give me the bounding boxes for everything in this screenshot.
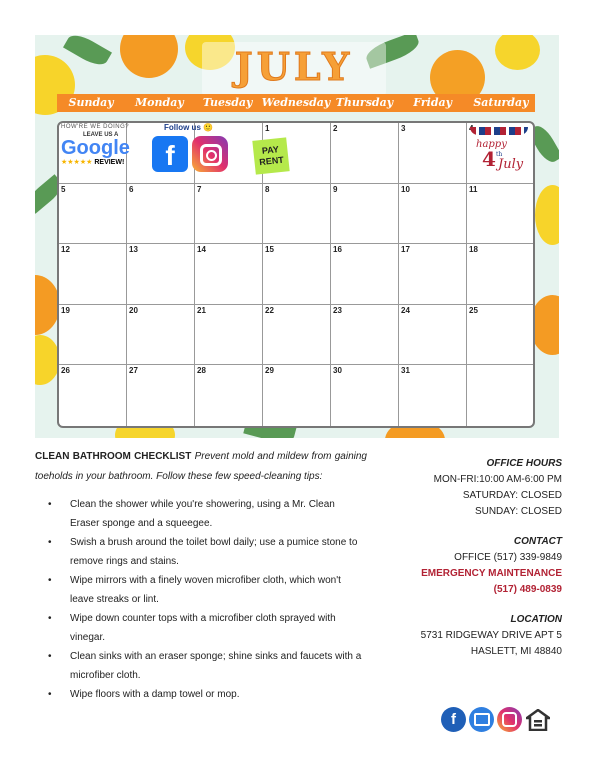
calendar-day-cell	[331, 123, 399, 184]
day-number: 11	[469, 184, 478, 194]
bathroom-checklist	[35, 447, 367, 704]
calendar-day-cell	[331, 365, 399, 426]
weekday-friday: Friday	[413, 96, 453, 109]
day-number: 13	[129, 245, 138, 255]
google-badge-review: REVIEW!	[94, 159, 125, 166]
calendar-day-cell	[331, 305, 399, 366]
checklist-intro-paragraph	[35, 447, 367, 487]
day-number: 18	[469, 245, 478, 255]
calendar-day-cell	[263, 305, 331, 366]
day-number: 17	[401, 245, 410, 255]
hours-saturday: SATURDAY: CLOSED	[462, 490, 562, 501]
weekday-tuesday: Tuesday	[202, 96, 253, 109]
calendar-day-cell	[59, 365, 127, 426]
facebook-icon[interactable]: f	[441, 707, 466, 732]
pay-rent-note: PAY RENT	[252, 137, 289, 174]
follow-us-label: Follow us 🙂	[164, 123, 214, 132]
weekday-sunday: Sunday	[68, 96, 114, 109]
month-title: JULY	[234, 44, 354, 89]
day-number: 30	[333, 366, 342, 376]
calendar-day-cell	[467, 184, 533, 245]
calendar-day-cell	[467, 305, 533, 366]
weekday-saturday: Saturday	[473, 96, 529, 109]
calendar-day-cell	[127, 184, 195, 245]
day-number: 5	[61, 184, 66, 194]
calendar-day-cell	[127, 365, 195, 426]
day-number: 27	[129, 366, 138, 376]
weekday-thursday: Thursday	[335, 96, 394, 109]
day-number: 31	[401, 366, 410, 376]
day-number: 20	[129, 305, 138, 315]
day-number: 9	[333, 184, 338, 194]
office-hours-heading: OFFICE HOURS	[486, 458, 562, 469]
google-badge-line1: HOW'RE WE DOING?	[61, 124, 130, 130]
day-number: 10	[401, 184, 410, 194]
lemon-decoration	[495, 35, 540, 70]
hours-weekday: MON-FRI:10:00 AM-6:00 PM	[433, 474, 562, 485]
list-item: • Wipe mirrors with a finely woven microfiber cloth, which won't leave streaks or lint.	[35, 571, 367, 609]
address-line1: 5731 RIDGEWAY DRIVE APT 5	[420, 630, 562, 641]
day-number: 19	[61, 305, 70, 315]
happy-4th-of-july-graphic	[468, 125, 530, 179]
day-number: 3	[401, 124, 406, 133]
location-heading: LOCATION	[510, 614, 562, 625]
july4-th: th	[496, 151, 503, 158]
day-number: 8	[265, 184, 270, 194]
address-line2: HASLETT, MI 48840	[470, 646, 562, 657]
resident-portal-icon[interactable]	[469, 707, 494, 732]
weekday-monday: Monday	[135, 96, 184, 109]
calendar-day-cell	[263, 184, 331, 245]
day-number: 22	[265, 305, 274, 315]
day-number: 7	[197, 184, 202, 194]
calendar-day-cell	[399, 123, 467, 184]
calendar-day-cell	[399, 244, 467, 305]
day-number: 6	[129, 184, 134, 194]
day-number: 14	[197, 245, 206, 255]
calendar-day-cell	[59, 305, 127, 366]
calendar-day-cell	[59, 244, 127, 305]
leaf-decoration	[63, 35, 112, 70]
day-number: 21	[197, 305, 206, 315]
calendar-day-cell	[399, 184, 467, 245]
list-item: • Wipe floors with a damp towel or mop.	[35, 685, 367, 704]
july4-happy: happy	[476, 139, 507, 150]
checklist-intro: Prevent mold and mildew from gaining toeholds in your bathroom. Follow these few speed-cleaning tips:	[35, 451, 367, 482]
calendar-day-cell	[59, 184, 127, 245]
weekday-wednesday: Wednesday	[261, 96, 331, 109]
day-number: 2	[333, 124, 338, 133]
calendar-day-cell	[195, 365, 263, 426]
google-logo: Google	[61, 137, 130, 159]
calendar-day-cell	[263, 365, 331, 426]
day-number: 28	[197, 366, 206, 376]
instagram-icon[interactable]	[497, 707, 522, 732]
day-number: 29	[265, 366, 274, 376]
day-number: 24	[401, 305, 410, 315]
day-number: 16	[333, 245, 342, 255]
footer-icons	[441, 707, 550, 732]
checklist-title: CLEAN BATHROOM CHECKLIST	[35, 451, 192, 462]
orange-decoration	[120, 35, 178, 78]
equal-housing-icon	[525, 707, 550, 732]
office-info	[395, 456, 562, 660]
calendar-day-cell	[263, 244, 331, 305]
calendar-day-cell	[467, 244, 533, 305]
day-number: 1	[265, 124, 270, 133]
day-number: 15	[265, 245, 274, 255]
emergency-label: EMERGENCY MAINTENANCE	[421, 568, 562, 579]
emergency-phone[interactable]: (517) 489-0839	[493, 584, 562, 595]
contact-heading: CONTACT	[513, 536, 562, 547]
july4-number: 4	[482, 147, 496, 171]
calendar-day-cell	[127, 305, 195, 366]
list-item: • Clean sinks with an eraser sponge; shine sinks and faucets with a microfiber cloth.	[35, 647, 367, 685]
bunting-decoration	[470, 127, 528, 135]
list-item: • Wipe down counter tops with a microfiber cloth sprayed with vinegar.	[35, 609, 367, 647]
day-number: 26	[61, 366, 70, 376]
list-item: • Clean the shower while you're showering, using a Mr. Clean Eraser sponge and a squeegee.	[35, 495, 367, 533]
tips-list	[35, 495, 367, 704]
google-badge-line2: LEAVE US A	[83, 132, 119, 138]
rating-stars-icon: ★★★★★	[61, 159, 93, 166]
calendar-day-cell	[331, 244, 399, 305]
day-number: 23	[333, 305, 342, 315]
weekday-header	[57, 94, 535, 112]
calendar-day-cell	[399, 305, 467, 366]
calendar-day-cell	[195, 184, 263, 245]
july4-july: July	[498, 157, 524, 172]
google-review-badge[interactable]	[61, 124, 146, 180]
day-number: 25	[469, 305, 478, 315]
list-item: • Swish a brush around the toilet bowl daily; use a pumice stone to remove rings and stains.	[35, 533, 367, 571]
hours-sunday: SUNDAY: CLOSED	[474, 506, 562, 517]
office-phone[interactable]: OFFICE (517) 339-9849	[454, 552, 562, 563]
day-number: 12	[61, 245, 70, 255]
calendar-day-cell	[399, 365, 467, 426]
lemon-decoration	[535, 185, 559, 245]
calendar-day-cell	[195, 305, 263, 366]
calendar-day-cell	[331, 184, 399, 245]
facebook-icon[interactable]: f	[152, 136, 188, 172]
instagram-icon[interactable]	[192, 136, 228, 172]
calendar-day-cell	[195, 244, 263, 305]
calendar-day-cell	[127, 244, 195, 305]
calendar-day-cell	[467, 365, 533, 426]
